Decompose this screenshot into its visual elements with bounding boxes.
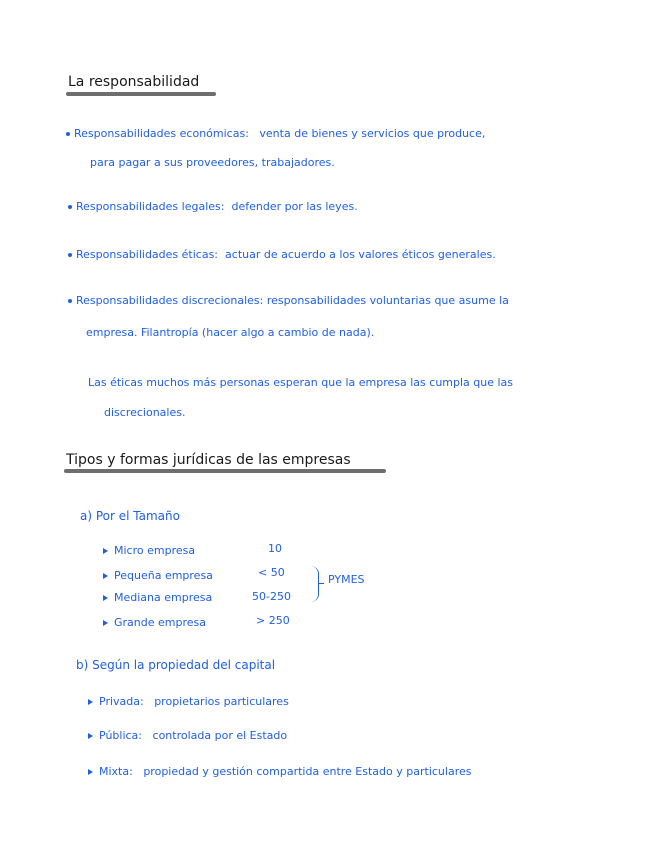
item-continuation: empresa. Filantropía (hacer algo a cambio de nada). xyxy=(86,326,375,339)
item-text: defender por las leyes. xyxy=(231,200,358,213)
ownership-label: Privada: xyxy=(99,695,144,708)
ownership-text: propietarios particulares xyxy=(154,695,289,708)
ownership-row-mixta xyxy=(88,765,471,778)
ownership-text: controlada por el Estado xyxy=(152,729,288,742)
title-underline xyxy=(64,469,386,473)
size-name: Mediana empresa xyxy=(114,591,213,604)
section-title-tipos: Tipos y formas jurídicas de las empresas xyxy=(66,452,351,468)
section-title-responsabilidad: La responsabilidad xyxy=(68,74,200,90)
size-row xyxy=(103,544,195,557)
size-value: < 50 xyxy=(258,566,285,579)
item-text: venta de bienes y servicios que produce, xyxy=(259,127,486,140)
size-name: Micro empresa xyxy=(114,544,196,557)
bullet-icon xyxy=(68,205,72,209)
note-line-1: Las éticas muchos más personas esperan que la empresa las cumpla que las xyxy=(88,376,514,389)
size-value: 50-250 xyxy=(252,590,291,603)
size-row xyxy=(103,616,206,629)
ownership-text: propiedad y gestión compartida entre Estado y particulares xyxy=(143,765,472,778)
item-label: Responsabilidades discrecionales: xyxy=(76,294,264,307)
note-line-2: discrecionales. xyxy=(104,406,186,419)
subheading-tamano: a) Por el Tamaño xyxy=(80,509,180,523)
item-text: responsabilidades voluntarias que asume la xyxy=(266,294,509,307)
list-item-eticas xyxy=(68,248,496,261)
arrow-icon xyxy=(103,573,108,579)
subheading-propiedad: b) Según la propiedad del capital xyxy=(76,658,276,672)
brace-icon xyxy=(310,566,319,602)
item-label: Responsabilidades legales: xyxy=(76,200,225,213)
arrow-icon xyxy=(103,620,108,626)
list-item-economicas xyxy=(66,127,485,140)
size-name: Pequeña empresa xyxy=(114,569,213,582)
bullet-icon xyxy=(68,253,72,257)
item-label: Responsabilidades éticas: xyxy=(76,248,219,261)
brace-tip xyxy=(319,583,324,584)
ownership-label: Pública: xyxy=(99,729,143,742)
arrow-icon xyxy=(88,769,93,775)
item-text: actuar de acuerdo a los valores éticos generales. xyxy=(225,248,496,261)
size-value: > 250 xyxy=(256,614,290,627)
pymes-label: PYMES xyxy=(328,573,365,586)
size-row xyxy=(103,569,213,582)
arrow-icon xyxy=(88,699,93,705)
size-value: 10 xyxy=(268,542,282,555)
size-name: Grande empresa xyxy=(114,616,206,629)
item-continuation: para pagar a sus proveedores, trabajadores. xyxy=(90,156,335,169)
title-underline xyxy=(66,92,216,96)
arrow-icon xyxy=(88,733,93,739)
arrow-icon xyxy=(103,548,108,554)
list-item-discrecionales xyxy=(68,294,509,307)
list-item-legales xyxy=(68,200,358,213)
size-row xyxy=(103,591,212,604)
ownership-row-publica xyxy=(88,729,287,742)
bullet-icon xyxy=(66,132,70,136)
ownership-label: Mixta: xyxy=(99,765,133,778)
bullet-icon xyxy=(68,299,72,303)
arrow-icon xyxy=(103,595,108,601)
ownership-row-privada xyxy=(88,695,289,708)
item-label: Responsabilidades económicas: xyxy=(74,127,249,140)
